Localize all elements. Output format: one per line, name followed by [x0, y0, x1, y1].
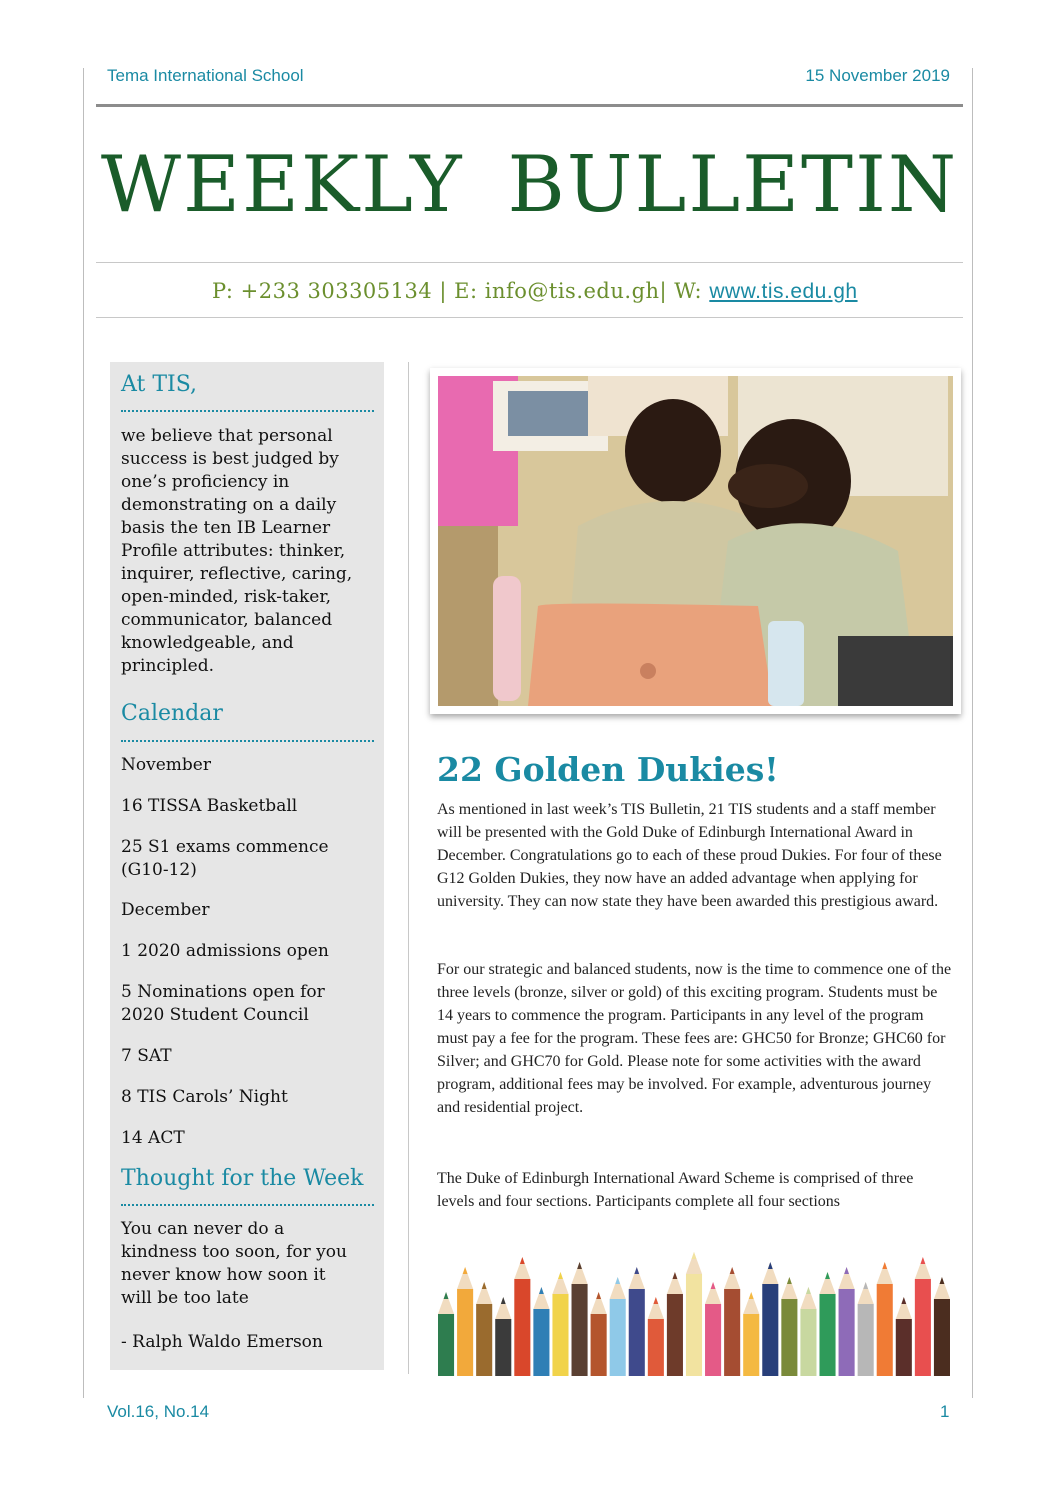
article-paragraph-1: As mentioned in last week’s TIS Bulletin, 21 TIS students and a staff member will be presented with the Gold Duke of Edinburgh International Award in December. Congratulations go to each of these proud Dukies. For four of these G12 Golden Dukies, they now have an added advantage when applying for university. They can now state they have been awarded this prestigious award. — [437, 801, 942, 910]
pencil-lead — [787, 1277, 792, 1284]
pencil-body — [858, 1304, 874, 1376]
calendar-item: 16 TISSA Basketball — [121, 796, 298, 816]
pencil-lead — [806, 1287, 811, 1294]
article-title: 22 Golden Dukies! — [437, 750, 779, 789]
calendar-heading: Calendar — [121, 701, 223, 726]
pencil-lead — [501, 1297, 506, 1304]
pencil-lead — [920, 1257, 925, 1264]
calendar-item: 14 ACT — [121, 1128, 185, 1148]
masthead-title — [96, 140, 963, 230]
sidebar — [110, 362, 384, 1370]
thought-author: - Ralph Waldo Emerson — [121, 1332, 323, 1352]
at-tis-heading: At TIS, — [121, 372, 197, 397]
pencil-lead — [940, 1277, 945, 1284]
pencil-body — [591, 1314, 607, 1376]
pencil-body — [781, 1299, 797, 1376]
article-paragraph-2: For our strategic and balanced students, now is the time to commence one of the three levels (bronze, silver or gold) of this exciting program. Students must be 14 years to commence the program. Participants in any level of the program must pay a fee for the program. These fees are: GHC50 for Bronze; GHC60 for Silver; and GHC70 for Gold. Please note for some activities with the award program, additional fees may be involved. For example, adventurous journey and residential project. — [437, 961, 952, 1116]
pencil-lead — [482, 1282, 487, 1289]
masthead-word-weekly: WEEKLY — [100, 140, 464, 230]
pencil-lead — [825, 1272, 830, 1279]
pencil-lead — [520, 1257, 525, 1264]
pencil-body — [724, 1289, 740, 1376]
contact-details: P: +233 303305134 | E: info@tis.edu.gh| W: — [212, 279, 710, 303]
pencil-body — [896, 1319, 912, 1376]
students-photo — [438, 376, 953, 706]
calendar-item: 8 TIS Carols’ Night — [121, 1087, 288, 1107]
thought-quote: You can never do a kindness too soon, for you never know how soon it will be too late — [121, 1219, 347, 1308]
pencil-lead — [730, 1267, 735, 1274]
pencil-body — [610, 1299, 626, 1376]
header-date: 15 November 2019 — [805, 66, 950, 85]
pencil-body — [915, 1279, 931, 1376]
pencil-body — [686, 1274, 702, 1376]
pencil-body — [877, 1284, 893, 1376]
footer-page-number: 1 — [940, 1402, 950, 1421]
thought-divider — [121, 1204, 374, 1206]
footer-volume: Vol.16, No.14 — [107, 1402, 210, 1421]
pencil-body — [800, 1309, 816, 1376]
pencil-body — [819, 1294, 835, 1376]
calendar-item: 25 S1 exams commence (G10-12) — [121, 837, 329, 880]
calendar-item: 1 2020 admissions open — [121, 941, 329, 961]
pencil-body — [705, 1304, 721, 1376]
students-photo-illustration — [438, 376, 953, 706]
column-divider — [408, 362, 409, 1374]
pencil-lead — [634, 1267, 639, 1274]
pencil-lead — [749, 1292, 754, 1299]
pencil-lead — [692, 1252, 697, 1259]
photo-frame — [430, 368, 961, 714]
pencil-body — [438, 1314, 454, 1376]
pencil-body — [762, 1284, 778, 1376]
calendar-item: 5 Nominations open for 2020 Student Council — [121, 982, 325, 1025]
pencil-body — [934, 1299, 950, 1376]
pencil-lead — [882, 1262, 887, 1269]
pencil-body — [552, 1294, 568, 1376]
pencil-lead — [558, 1272, 563, 1279]
pencil-lead — [444, 1292, 449, 1299]
calendar-item: November — [121, 755, 211, 775]
pencil-lead — [577, 1262, 582, 1269]
pencil-body — [572, 1284, 588, 1376]
calendar-item: 7 SAT — [121, 1046, 172, 1066]
calendar-item: December — [121, 900, 210, 920]
contact-line — [212, 279, 858, 304]
pencil-lead — [653, 1297, 658, 1304]
masthead-rule-bottom — [96, 317, 963, 318]
pencil-lead — [844, 1267, 849, 1274]
thought-heading: Thought for the Week — [121, 1166, 364, 1191]
pencil-lead — [615, 1277, 620, 1284]
pencil-lead — [539, 1287, 544, 1294]
pencil-body — [457, 1289, 473, 1376]
pencil-body — [476, 1304, 492, 1376]
pencil-lead — [596, 1292, 601, 1299]
pencil-lead — [768, 1262, 773, 1269]
at-tis-text: we believe that personal success is best judged by one’s proficiency in demonstrating on a daily basis the ten IB Learner Profile attributes: thinker, inquirer, reflective, caring, open-minded, risk-taker, communicator, balanced knowledgeable, and principled. — [121, 426, 353, 676]
pencil-body — [667, 1294, 683, 1376]
pencil-body — [514, 1279, 530, 1376]
pencil-body — [629, 1289, 645, 1376]
pencil-body — [495, 1319, 511, 1376]
pencils-decoration — [437, 1242, 952, 1376]
pencil-lead — [901, 1297, 906, 1304]
pencil-body — [839, 1289, 855, 1376]
website-link[interactable]: www.tis.edu.gh — [709, 280, 858, 303]
header-rule — [96, 104, 963, 107]
calendar-divider — [121, 740, 374, 742]
header-school-name: Tema International School — [107, 66, 304, 85]
pencil-body — [743, 1314, 759, 1376]
at-tis-divider — [121, 410, 374, 412]
pencil-lead — [863, 1282, 868, 1289]
article-paragraph-3: The Duke of Edinburgh International Award Scheme is comprised of three levels and four sections. Participants complete all four sections — [437, 1170, 914, 1210]
pencil-body — [533, 1309, 549, 1376]
pencil-body — [648, 1319, 664, 1376]
masthead-rule-top — [96, 262, 963, 263]
masthead-word-bulletin: BULLETIN — [507, 140, 959, 230]
pencil-lead — [463, 1267, 468, 1274]
page-border-left — [83, 68, 84, 1398]
page-border-right — [972, 68, 973, 1398]
pencil-lead — [673, 1272, 678, 1279]
pencil-lead — [711, 1282, 716, 1289]
